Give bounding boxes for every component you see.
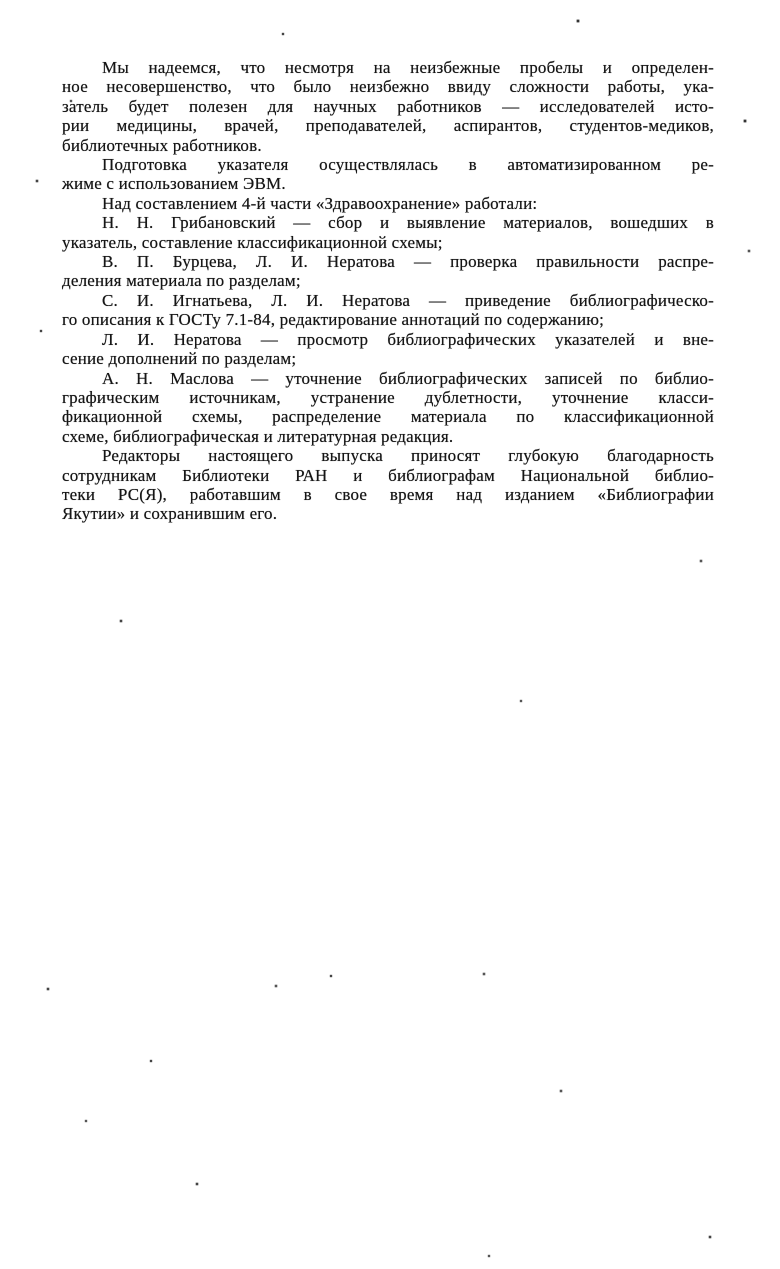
- text-line: указатель, составление классификационной схемы;: [62, 232, 443, 252]
- paragraph: [62, 194, 714, 213]
- text-line: сотрудникам Библиотеки РАН и библиографам Национальной библио-: [62, 465, 714, 485]
- text-line: Подготовка указателя осуществлялась в автоматизированном ре-: [102, 155, 714, 175]
- paragraph: [62, 446, 714, 524]
- text-line: сение дополнений по разделам;: [62, 349, 297, 369]
- paragraph: [62, 330, 714, 369]
- text-line: теки РС(Я), работавшим в свое время над изданием «Библиографии: [62, 484, 714, 504]
- text-block: [62, 58, 714, 524]
- text-line: С. И. Игнатьева, Л. И. Нератова — приведение библиографическо-: [102, 290, 714, 310]
- paragraph: [62, 369, 714, 447]
- text-line: деления материала по разделам;: [62, 271, 301, 291]
- text-line: жиме с использованием ЭВМ.: [62, 174, 286, 194]
- text-line: Л. И. Нератова — просмотр библиографических указателей и вне-: [102, 329, 714, 349]
- text-line: фикационной схемы, распределение материала по классификационной: [62, 407, 714, 427]
- paragraph: [62, 213, 714, 252]
- text-line: Н. Н. Грибановский — сбор и выявление материалов, вошедших в: [102, 213, 714, 233]
- text-line: графическим источникам, устранение дублетности, уточнение класси-: [62, 387, 714, 407]
- text-line: Якутии» и сохранившим его.: [62, 504, 278, 524]
- text-line: ное несовершенство, что было неизбежно ввиду сложности работы, ука-: [62, 77, 714, 97]
- text-line: рии медицины, врачей, преподавателей, аспирантов, студентов-медиков,: [62, 116, 714, 136]
- text-line: схеме, библиографическая и литературная редакция.: [62, 426, 454, 446]
- paragraph: [62, 155, 714, 194]
- text-line: Редакторы настоящего выпуска приносят глубокую благодарность: [102, 446, 714, 466]
- text-line: го описания к ГОСТу 7.1-84, редактирование аннотаций по содержанию;: [62, 310, 605, 330]
- text-line: А. Н. Маслова — уточнение библиографических записей по библио-: [102, 368, 714, 388]
- paragraph: [62, 291, 714, 330]
- paragraph: [62, 58, 714, 155]
- scan-noise-speckles: [0, 0, 2, 2]
- paragraph: [62, 252, 714, 291]
- text-line: Над составлением 4-й части «Здравоохранение» работали:: [102, 193, 538, 213]
- text-line: В. П. Бурцева, Л. И. Нератова — проверка правильности распре-: [102, 252, 714, 272]
- text-line: затель будет полезен для научных работников — исследователей исто-: [62, 96, 714, 116]
- text-line: Мы надеемся, что несмотря на неизбежные пробелы и определен-: [102, 58, 714, 77]
- text-line: библиотечных работников.: [62, 135, 262, 155]
